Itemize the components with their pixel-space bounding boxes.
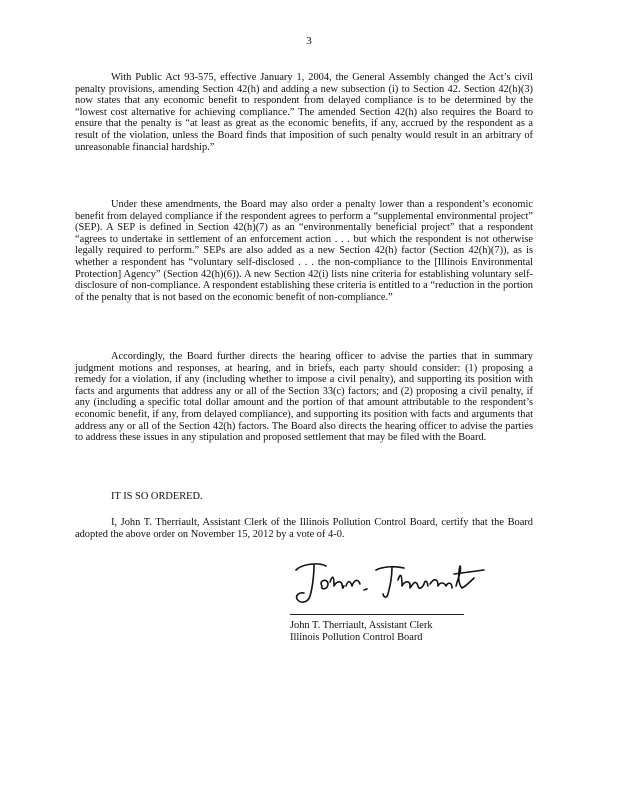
signature-icon: [288, 556, 488, 612]
signer-name-title: John T. Therriault, Assistant Clerk: [290, 620, 433, 631]
page-number: 3: [306, 35, 312, 47]
paragraph-hearing-directions: Accordingly, the Board further directs the hearing officer to advise the parties that in summary judgment motions and responses, at hearing, and in briefs, each party should consider: (1) proposing a remedy for a violation, if any (including whether to impose a civil penalty), and supporting its position with facts and arguments that address any or all of the Section 33(c) factors; and (2) proposing a civil penalty, if any (including a specific total dollar amount and the portion of that amount attributable to the respondent’s economic benefit, if any, from delayed compliance), and supporting its position with facts and arguments that address any or all of the Section 42(h) factors. The Board also directs the hearing officer to advise the parties to address these issues in any stipulation and proposed settlement that may be filed with the Board.: [75, 351, 533, 444]
clerk-certification: I, John T. Therriault, Assistant Clerk of the Illinois Pollution Control Board, certify that the Board adopted the above order on November 15, 2012 by a vote of 4-0.: [75, 517, 533, 540]
paragraph-public-act: With Public Act 93-575, effective January 1, 2004, the General Assembly changed the Act’s civil penalty provisions, amending Section 42(h) and adding a new subsection (i) to Section 42. Section 42(h)(3) now states that any economic benefit to respondent from delayed compliance is to be determined by the “lowest cost alternative for achieving compliance.” The amended Section 42(h) also requires the Board to ensure that the penalty is “at least as great as the economic benefits, if any, accrued by the respondent as a result of the violation, unless the Board finds that imposition of such penalty would result in an arbitrary of unreasonable financial hardship.”: [75, 72, 533, 153]
signer-block: [290, 620, 433, 643]
signer-organization: Illinois Pollution Control Board: [290, 631, 423, 643]
paragraph-sep-amendments: Under these amendments, the Board may also order a penalty lower than a respondent’s economic benefit from delayed compliance if the respondent agrees to perform a “supplemental environmental project” (SEP). A SEP is defined in Section 42(h)(7) as an “environmentally beneficial project” that a respondent “agrees to undertake in settlement of an enforcement action . . . but which the respondent is not otherwise legally required to perform.” SEPs are also added as a new Section 42(h) factor (Section 42(h)(7)), as is whether a respondent has “voluntary self-disclosed . . . the non-compliance to the [Illinois Environmental Protection] Agency” (Section 42(h)(6)). A new Section 42(i) lists nine criteria for establishing voluntary self-disclosure of non-compliance. A respondent establishing these criteria is entitled to a “reduction in the portion of the penalty that is not based on the economic benefit of non-compliance.”: [75, 199, 533, 303]
so-ordered-statement: IT IS SO ORDERED.: [111, 491, 203, 502]
signature-line: [290, 614, 464, 615]
handwritten-signature: [288, 556, 488, 612]
